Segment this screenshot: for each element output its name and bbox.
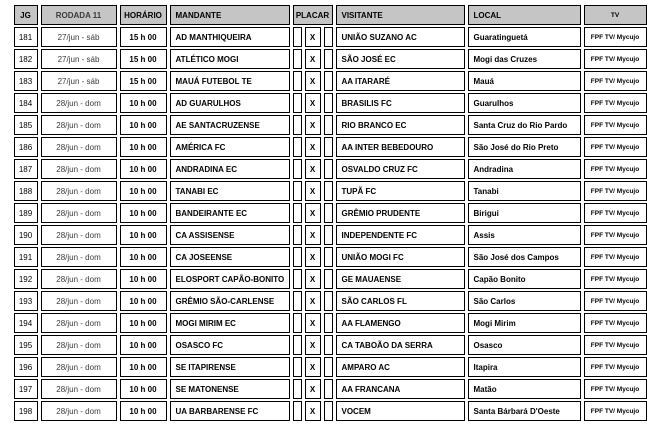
cell-time: 15 h 00 <box>120 71 167 91</box>
cell-score-away <box>324 357 333 377</box>
cell-tv: FPF TV/ Mycujo <box>584 247 647 267</box>
cell-tv: FPF TV/ Mycujo <box>584 159 647 179</box>
cell-home-team: CA JOSEENSE <box>170 247 290 267</box>
cell-away-team: SÃO JOSÉ EC <box>336 49 465 69</box>
cell-match-number: 183 <box>14 71 38 91</box>
cell-venue: Assis <box>468 225 581 245</box>
cell-away-team: BRASILIS FC <box>336 93 465 113</box>
cell-home-team: OSASCO FC <box>170 335 290 355</box>
table-row <box>14 225 647 245</box>
cell-time: 10 h 00 <box>120 379 167 399</box>
cell-away-team: INDEPENDENTE FC <box>336 225 465 245</box>
column-header-visitante: VISITANTE <box>336 5 465 25</box>
table-row <box>14 379 647 399</box>
cell-venue: Santa Cruz do Rio Pardo <box>468 115 581 135</box>
cell-away-team: GE MAUAENSE <box>336 269 465 289</box>
cell-tv: FPF TV/ Mycujo <box>584 335 647 355</box>
cell-date: 28/jun - dom <box>41 335 117 355</box>
cell-score-home <box>293 291 302 311</box>
cell-time: 15 h 00 <box>120 49 167 69</box>
cell-away-team: UNIÃO SUZANO AC <box>336 27 465 47</box>
cell-score-home <box>293 379 302 399</box>
cell-score-home <box>293 93 302 113</box>
cell-score-x: X <box>305 159 321 179</box>
cell-score-away <box>324 159 333 179</box>
cell-score-away <box>324 115 333 135</box>
cell-score-home <box>293 27 302 47</box>
cell-time: 10 h 00 <box>120 401 167 421</box>
cell-home-team: ATLÉTICO MOGI <box>170 49 290 69</box>
table-body <box>14 27 647 421</box>
cell-time: 10 h 00 <box>120 115 167 135</box>
cell-away-team: CA TABOÃO DA SERRA <box>336 335 465 355</box>
cell-date: 28/jun - dom <box>41 159 117 179</box>
cell-away-team: RIO BRANCO EC <box>336 115 465 135</box>
cell-home-team: BANDEIRANTE EC <box>170 203 290 223</box>
cell-venue: Mogi Mirim <box>468 313 581 333</box>
cell-score-home <box>293 49 302 69</box>
cell-time: 15 h 00 <box>120 27 167 47</box>
cell-away-team: SÃO CARLOS FL <box>336 291 465 311</box>
cell-score-away <box>324 137 333 157</box>
cell-score-home <box>293 269 302 289</box>
cell-score-home <box>293 115 302 135</box>
cell-time: 10 h 00 <box>120 313 167 333</box>
cell-venue: Santa Bárbará D'Oeste <box>468 401 581 421</box>
cell-away-team: UNIÃO MOGI FC <box>336 247 465 267</box>
cell-score-home <box>293 357 302 377</box>
cell-match-number: 191 <box>14 247 38 267</box>
cell-tv: FPF TV/ Mycujo <box>584 137 647 157</box>
cell-date: 28/jun - dom <box>41 137 117 157</box>
cell-score-x: X <box>305 313 321 333</box>
cell-home-team: GRÊMIO SÃO-CARLENSE <box>170 291 290 311</box>
cell-venue: São Carlos <box>468 291 581 311</box>
cell-match-number: 182 <box>14 49 38 69</box>
cell-home-team: ELOSPORT CAPÃO-BONITO <box>170 269 290 289</box>
cell-venue: Birigui <box>468 203 581 223</box>
cell-match-number: 184 <box>14 93 38 113</box>
cell-tv: FPF TV/ Mycujo <box>584 115 647 135</box>
cell-away-team: GRÊMIO PRUDENTE <box>336 203 465 223</box>
cell-score-away <box>324 401 333 421</box>
cell-tv: FPF TV/ Mycujo <box>584 379 647 399</box>
cell-score-x: X <box>305 49 321 69</box>
table-row <box>14 335 647 355</box>
cell-score-x: X <box>305 181 321 201</box>
column-header-placar: PLACAR <box>293 5 333 25</box>
cell-date: 28/jun - dom <box>41 269 117 289</box>
cell-score-x: X <box>305 115 321 135</box>
cell-venue: São José do Rio Preto <box>468 137 581 157</box>
cell-time: 10 h 00 <box>120 335 167 355</box>
table-row <box>14 115 647 135</box>
column-header-mandante: MANDANTE <box>170 5 290 25</box>
cell-date: 28/jun - dom <box>41 225 117 245</box>
table-row <box>14 27 647 47</box>
cell-venue: Capão Bonito <box>468 269 581 289</box>
cell-away-team: AA FLAMENGO <box>336 313 465 333</box>
table-row <box>14 49 647 69</box>
cell-tv: FPF TV/ Mycujo <box>584 269 647 289</box>
cell-tv: FPF TV/ Mycujo <box>584 49 647 69</box>
cell-venue: Guaratinguetá <box>468 27 581 47</box>
cell-date: 27/jun - sáb <box>41 71 117 91</box>
cell-score-away <box>324 203 333 223</box>
cell-home-team: AD GUARULHOS <box>170 93 290 113</box>
table-row <box>14 313 647 333</box>
cell-home-team: AE SANTACRUZENSE <box>170 115 290 135</box>
cell-tv: FPF TV/ Mycujo <box>584 291 647 311</box>
cell-match-number: 186 <box>14 137 38 157</box>
cell-time: 10 h 00 <box>120 247 167 267</box>
cell-score-x: X <box>305 379 321 399</box>
cell-score-away <box>324 247 333 267</box>
cell-time: 10 h 00 <box>120 357 167 377</box>
cell-match-number: 181 <box>14 27 38 47</box>
cell-score-away <box>324 27 333 47</box>
cell-venue: Mauá <box>468 71 581 91</box>
cell-date: 28/jun - dom <box>41 401 117 421</box>
cell-score-x: X <box>305 357 321 377</box>
cell-away-team: AA INTER BEBEDOURO <box>336 137 465 157</box>
cell-tv: FPF TV/ Mycujo <box>584 71 647 91</box>
match-schedule-table <box>11 3 650 423</box>
cell-home-team: AMÉRICA FC <box>170 137 290 157</box>
table-row <box>14 401 647 421</box>
column-header-horario: HORÁRIO <box>120 5 167 25</box>
cell-score-x: X <box>305 291 321 311</box>
cell-venue: São José dos Campos <box>468 247 581 267</box>
cell-tv: FPF TV/ Mycujo <box>584 181 647 201</box>
cell-time: 10 h 00 <box>120 181 167 201</box>
cell-score-away <box>324 291 333 311</box>
table-row <box>14 93 647 113</box>
cell-time: 10 h 00 <box>120 291 167 311</box>
column-header-rodada: RODADA 11 <box>41 5 117 25</box>
table-row <box>14 137 647 157</box>
cell-match-number: 188 <box>14 181 38 201</box>
cell-score-home <box>293 225 302 245</box>
cell-score-x: X <box>305 27 321 47</box>
cell-date: 27/jun - sáb <box>41 27 117 47</box>
cell-score-x: X <box>305 401 321 421</box>
table-row <box>14 181 647 201</box>
table-row <box>14 291 647 311</box>
cell-score-x: X <box>305 225 321 245</box>
cell-score-home <box>293 71 302 91</box>
cell-score-home <box>293 247 302 267</box>
cell-score-x: X <box>305 93 321 113</box>
cell-date: 27/jun - sáb <box>41 49 117 69</box>
cell-date: 28/jun - dom <box>41 313 117 333</box>
cell-date: 28/jun - dom <box>41 115 117 135</box>
cell-tv: FPF TV/ Mycujo <box>584 225 647 245</box>
cell-score-away <box>324 71 333 91</box>
cell-home-team: MOGI MIRIM EC <box>170 313 290 333</box>
cell-score-away <box>324 225 333 245</box>
cell-date: 28/jun - dom <box>41 291 117 311</box>
cell-score-away <box>324 49 333 69</box>
cell-match-number: 187 <box>14 159 38 179</box>
cell-home-team: ANDRADINA EC <box>170 159 290 179</box>
cell-venue: Matão <box>468 379 581 399</box>
cell-home-team: UA BARBARENSE FC <box>170 401 290 421</box>
cell-match-number: 197 <box>14 379 38 399</box>
cell-tv: FPF TV/ Mycujo <box>584 313 647 333</box>
cell-score-away <box>324 379 333 399</box>
cell-date: 28/jun - dom <box>41 379 117 399</box>
cell-score-home <box>293 313 302 333</box>
cell-away-team: TUPÃ FC <box>336 181 465 201</box>
cell-venue: Guarulhos <box>468 93 581 113</box>
cell-score-home <box>293 335 302 355</box>
table-header <box>14 5 647 25</box>
cell-score-x: X <box>305 203 321 223</box>
cell-venue: Andradina <box>468 159 581 179</box>
cell-score-x: X <box>305 269 321 289</box>
cell-date: 28/jun - dom <box>41 181 117 201</box>
cell-match-number: 190 <box>14 225 38 245</box>
cell-match-number: 185 <box>14 115 38 135</box>
cell-home-team: SE ITAPIRENSE <box>170 357 290 377</box>
cell-time: 10 h 00 <box>120 137 167 157</box>
table-row <box>14 357 647 377</box>
cell-score-away <box>324 269 333 289</box>
cell-home-team: MAUÁ FUTEBOL TE <box>170 71 290 91</box>
cell-match-number: 196 <box>14 357 38 377</box>
cell-away-team: AA ITARARÉ <box>336 71 465 91</box>
cell-date: 28/jun - dom <box>41 203 117 223</box>
column-header-jg: JG <box>14 5 38 25</box>
cell-score-x: X <box>305 71 321 91</box>
cell-date: 28/jun - dom <box>41 93 117 113</box>
cell-score-x: X <box>305 335 321 355</box>
cell-venue: Tanabi <box>468 181 581 201</box>
cell-home-team: AD MANTHIQUEIRA <box>170 27 290 47</box>
cell-match-number: 193 <box>14 291 38 311</box>
cell-venue: Itapira <box>468 357 581 377</box>
cell-score-away <box>324 181 333 201</box>
cell-score-away <box>324 335 333 355</box>
table-row <box>14 71 647 91</box>
column-header-local: LOCAL <box>468 5 581 25</box>
cell-tv: FPF TV/ Mycujo <box>584 93 647 113</box>
cell-time: 10 h 00 <box>120 159 167 179</box>
table-row <box>14 203 647 223</box>
cell-match-number: 192 <box>14 269 38 289</box>
cell-home-team: TANABI EC <box>170 181 290 201</box>
cell-score-home <box>293 159 302 179</box>
cell-tv: FPF TV/ Mycujo <box>584 27 647 47</box>
table-row <box>14 247 647 267</box>
cell-score-away <box>324 93 333 113</box>
cell-score-home <box>293 181 302 201</box>
cell-time: 10 h 00 <box>120 225 167 245</box>
cell-away-team: AA FRANCANA <box>336 379 465 399</box>
cell-score-away <box>324 313 333 333</box>
cell-match-number: 189 <box>14 203 38 223</box>
cell-match-number: 195 <box>14 335 38 355</box>
cell-venue: Mogi das Cruzes <box>468 49 581 69</box>
table-row <box>14 159 647 179</box>
cell-home-team: SE MATONENSE <box>170 379 290 399</box>
header-row <box>14 5 647 25</box>
cell-score-home <box>293 137 302 157</box>
cell-date: 28/jun - dom <box>41 357 117 377</box>
table-row <box>14 269 647 289</box>
cell-away-team: AMPARO AC <box>336 357 465 377</box>
cell-score-home <box>293 203 302 223</box>
cell-time: 10 h 00 <box>120 269 167 289</box>
cell-score-x: X <box>305 247 321 267</box>
cell-time: 10 h 00 <box>120 203 167 223</box>
column-header-tv: TV <box>584 5 647 25</box>
cell-score-home <box>293 401 302 421</box>
cell-venue: Osasco <box>468 335 581 355</box>
cell-match-number: 198 <box>14 401 38 421</box>
cell-tv: FPF TV/ Mycujo <box>584 401 647 421</box>
cell-tv: FPF TV/ Mycujo <box>584 357 647 377</box>
cell-home-team: CA ASSISENSE <box>170 225 290 245</box>
cell-away-team: OSVALDO CRUZ FC <box>336 159 465 179</box>
cell-tv: FPF TV/ Mycujo <box>584 203 647 223</box>
cell-date: 28/jun - dom <box>41 247 117 267</box>
cell-score-x: X <box>305 137 321 157</box>
cell-away-team: VOCEM <box>336 401 465 421</box>
cell-match-number: 194 <box>14 313 38 333</box>
cell-time: 10 h 00 <box>120 93 167 113</box>
